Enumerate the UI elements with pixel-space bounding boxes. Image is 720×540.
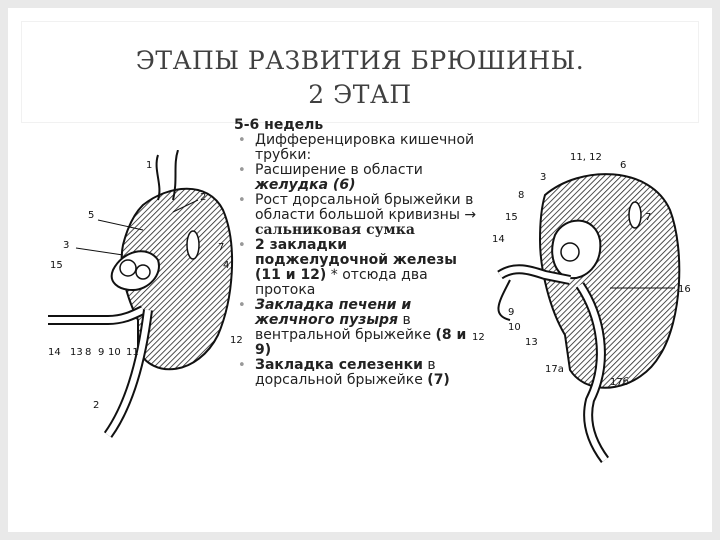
left-label-10: 10 (108, 347, 121, 358)
bullet-item: • Закладка селезенки в дорсальной брыжейке (7) (238, 357, 450, 388)
title-box (22, 22, 698, 122)
left-label-1: 1 (146, 160, 153, 171)
right-label-9: 9 (508, 307, 515, 318)
left-label-13: 13 (70, 347, 83, 358)
bullet-dot-icon: • (238, 298, 246, 313)
right-label-6: 6 (620, 160, 627, 171)
right-label-7: 7 (645, 212, 652, 223)
right-label-15: 15 (505, 212, 518, 223)
right-label-13: 13 (525, 337, 538, 348)
left-label-11: 11 (126, 347, 139, 358)
title-line-2: 2 ЭТАП (308, 80, 412, 109)
bullet-list (230, 133, 478, 388)
left-label-7: 7 (218, 242, 225, 253)
right-label-11-12: 11, 12 (570, 152, 602, 163)
content-text (230, 118, 478, 388)
bullet-item: • Закладка печени и желчного пузыря в вентральной брыжейке (8 и 9) (238, 297, 467, 358)
bullet-dot-icon: • (238, 193, 246, 208)
right-label-16: 16 (678, 284, 691, 295)
right-label-17a: 17a (545, 364, 564, 375)
title-line-1: ЭТАПЫ РАЗВИТИЯ БРЮШИНЫ. (135, 46, 585, 75)
right-label-14: 14 (492, 234, 505, 245)
right-label-8: 8 (518, 190, 525, 201)
right-label-12: 12 (472, 332, 485, 343)
bullet-dot-icon: • (238, 358, 246, 373)
right-label-3: 3 (540, 172, 547, 183)
bullet-dot-icon: • (238, 163, 246, 178)
left-label-9: 9 (98, 347, 105, 358)
left-label-4: 4 (223, 260, 230, 271)
left-label-8: 8 (85, 347, 92, 358)
right-embryo-figure (470, 140, 702, 470)
left-label-12: 12 (230, 335, 243, 346)
left-label-2b: 2 (93, 400, 100, 411)
bullet-item: • Расширение в области желудка (6) (238, 162, 423, 193)
left-label-14: 14 (48, 347, 61, 358)
bullet-item: • Рост дорсальной брыжейки в области большой кривизны → сальниковая сумка (238, 192, 477, 238)
bullet-item: • Дифференцировка кишечной трубки: (238, 132, 475, 163)
right-label-10: 10 (508, 322, 521, 333)
right-label-17b: 17б (610, 377, 629, 388)
left-label-3: 3 (63, 240, 70, 251)
left-label-5: 5 (88, 210, 95, 221)
bullet-item: • 2 закладки поджелудочной железы (11 и 12) * отсюда два протока (238, 237, 457, 298)
left-label-2a: 2 (200, 192, 207, 203)
content-heading: 5-6 недель (234, 117, 324, 133)
bullet-dot-icon: • (238, 133, 246, 148)
left-label-15: 15 (50, 260, 63, 271)
bullet-dot-icon: • (238, 238, 246, 253)
